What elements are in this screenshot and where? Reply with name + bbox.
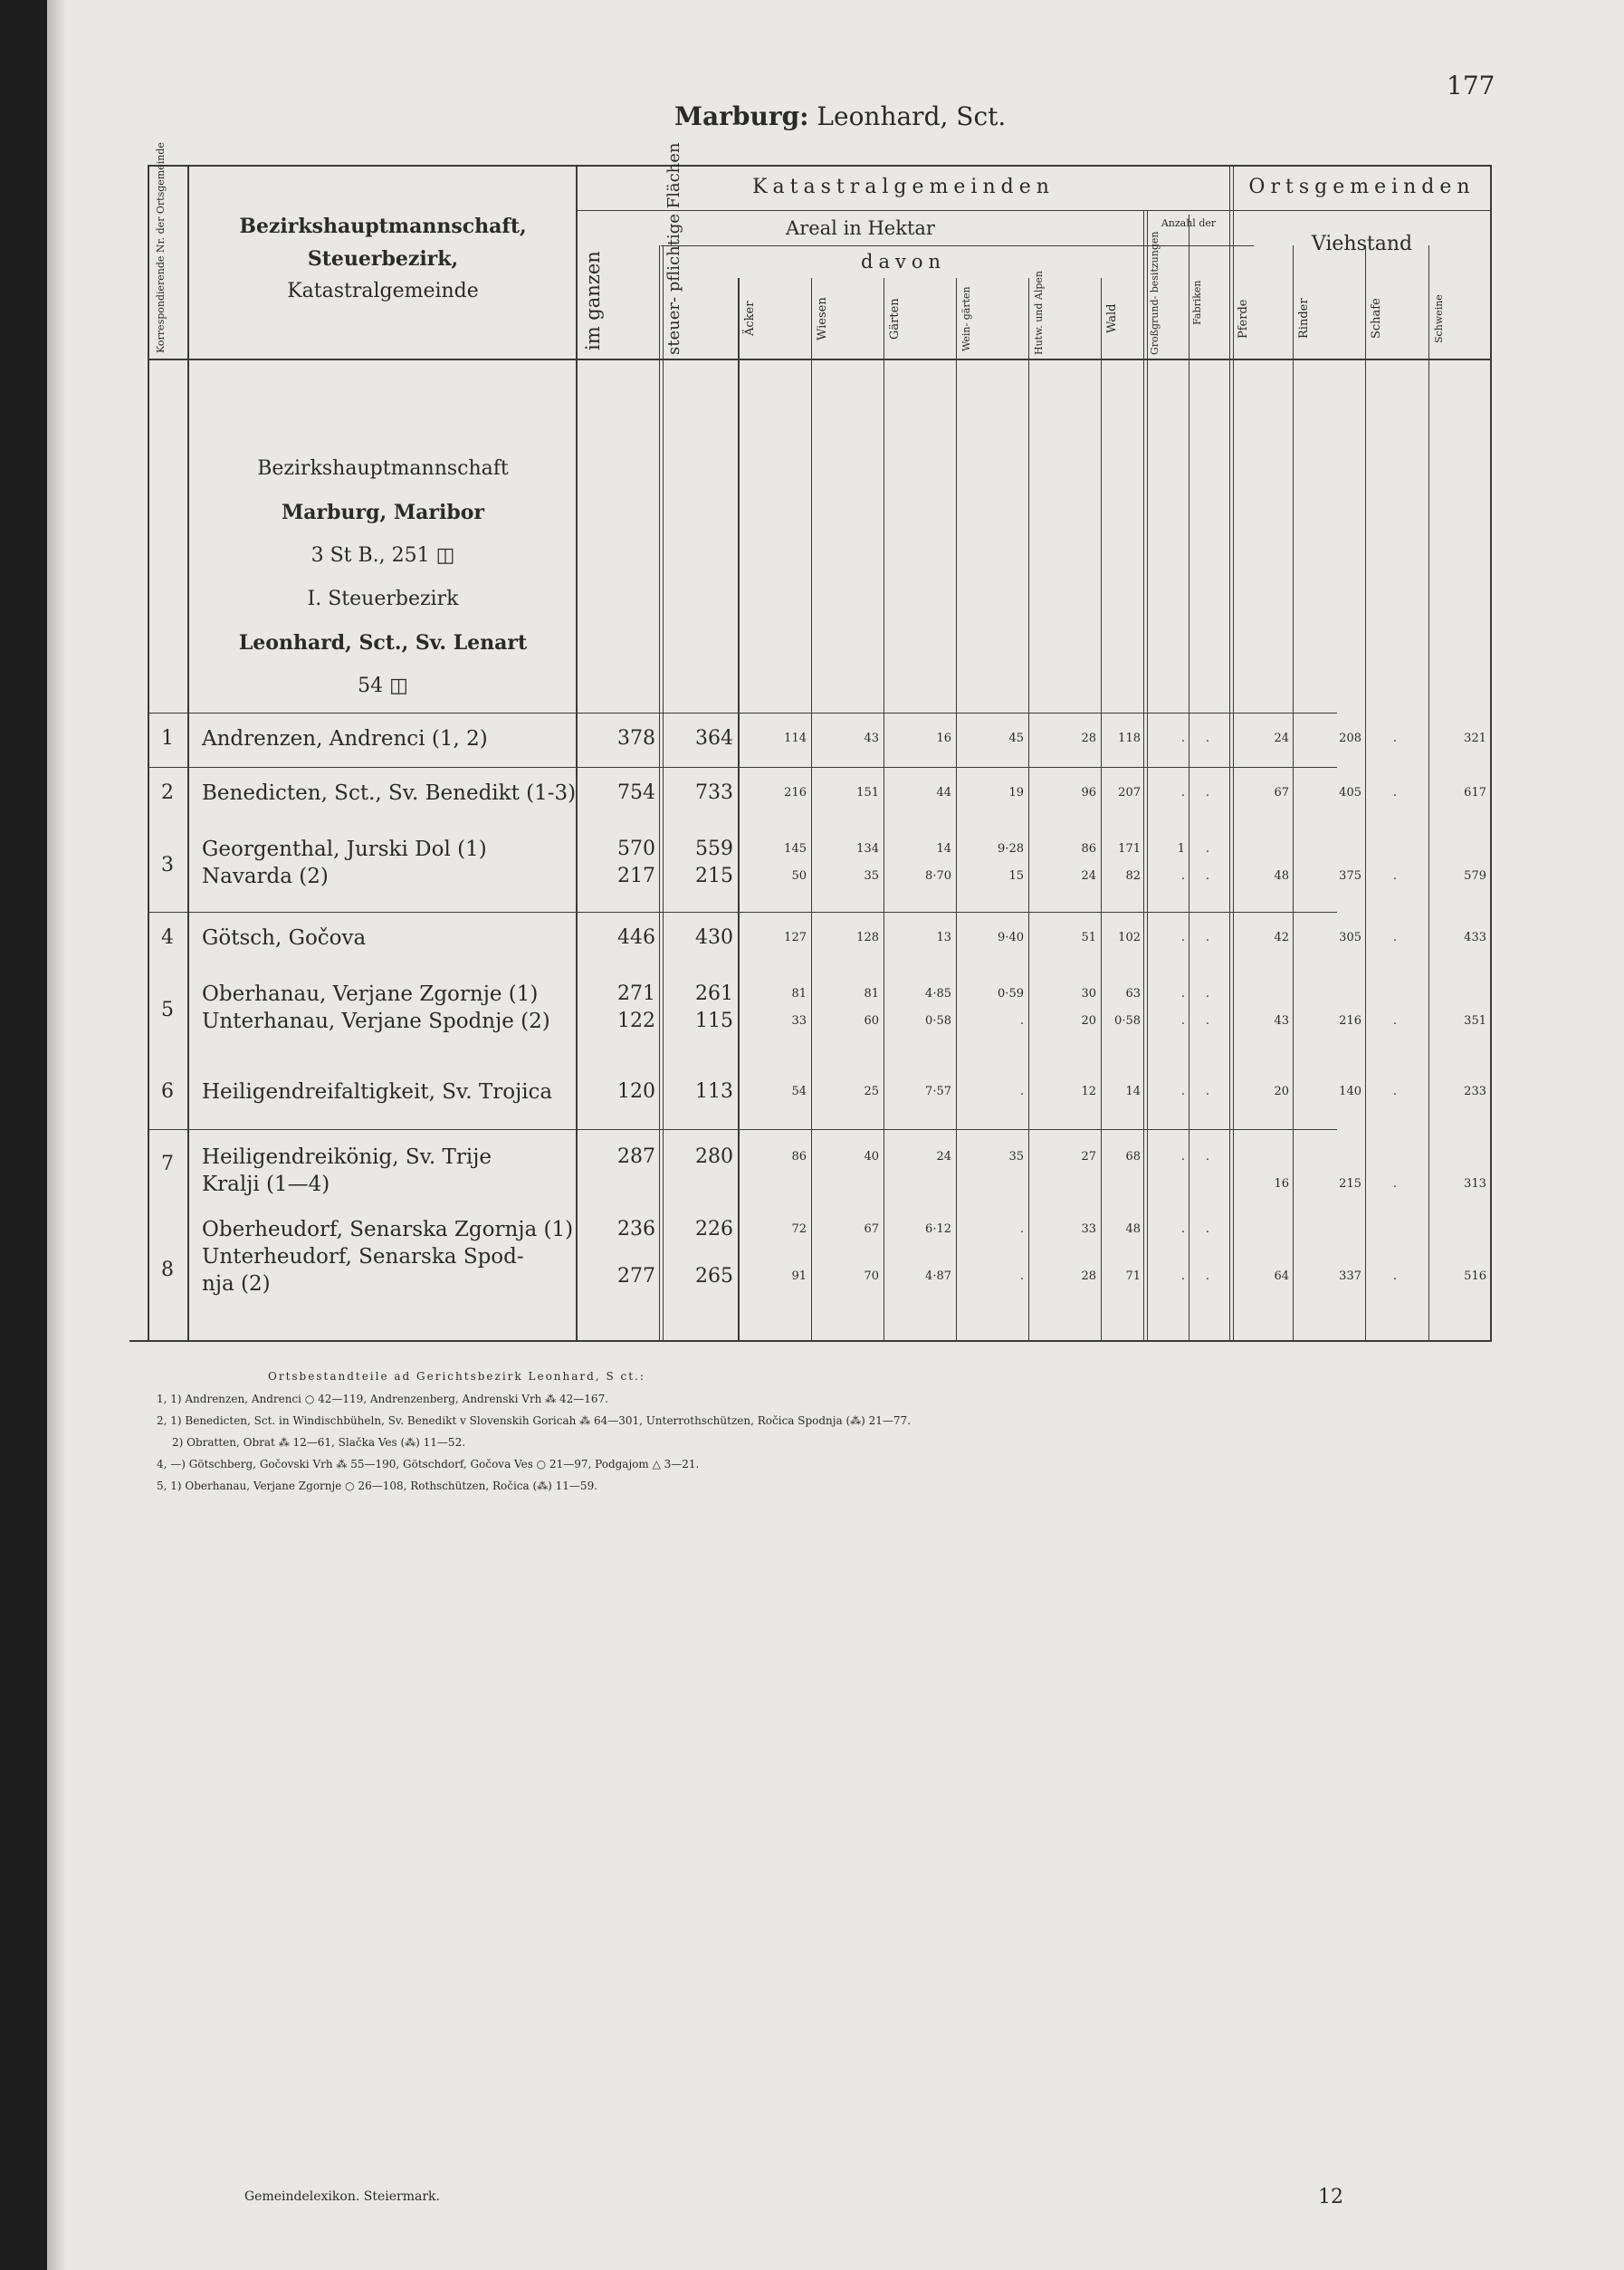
cell-ri: 208 [1339, 732, 1361, 745]
cell-w: 25 [864, 1085, 879, 1098]
cell-g: 287 [617, 1145, 655, 1168]
cell-p: 64 [1274, 1269, 1289, 1283]
cell-a: 145 [784, 842, 807, 856]
cell-gr: . [1180, 1150, 1185, 1164]
cell-gr: . [1180, 987, 1185, 1001]
footnote-line-1: 1, 1) Andrenzen, Andrenci ○ 42—119, Andrenzenberg, Andrenski Vrh ⁂ 42—167. [157, 1393, 609, 1405]
cell-a: 81 [791, 987, 807, 1001]
cell-w: 70 [864, 1269, 879, 1283]
cell-wa: 102 [1118, 931, 1141, 944]
cell-a: 33 [791, 1014, 807, 1028]
cell-we: . [1019, 1222, 1024, 1236]
col-line-right [1490, 165, 1492, 1340]
rule-row-4 [148, 912, 1337, 913]
cell-wa: 71 [1125, 1269, 1141, 1283]
district-line-5: Leonhard, Sct., Sv. Lenart [238, 631, 528, 655]
cell-p: 43 [1274, 1014, 1289, 1028]
cell-h: 28 [1081, 732, 1096, 745]
cell-p: 42 [1274, 931, 1289, 944]
cell-sc: . [1392, 732, 1398, 745]
cell-wa: 82 [1125, 869, 1141, 883]
cell-wa: 63 [1125, 987, 1141, 1001]
footnote-line-3: 2) Obratten, Obrat ⁂ 12—61, Slačka Ves (⁂) 11—52. [172, 1436, 466, 1449]
row-name: Heiligendreifaltigkeit, Sv. Trojica [202, 1080, 553, 1104]
cell-gr: 1 [1177, 842, 1185, 856]
cell-ga: 44 [936, 786, 951, 800]
row-name: Andrenzen, Andrenci (1, 2) [202, 727, 488, 751]
cell-a: 114 [784, 732, 807, 745]
cell-we: 9·40 [998, 931, 1024, 944]
cell-g: 217 [617, 865, 655, 887]
rule-row-1 [148, 713, 1337, 714]
cell-we: 45 [1008, 732, 1024, 745]
footnote-line-2: 2, 1) Benedicten, Sct. in Windischbüheln, Sv. Benedikt v Slovenskih Goricah ⁂ 64—301, Unterrothschützen, Ročica Spodnja (⁂) 21—77. [157, 1414, 912, 1427]
cell-sc: . [1392, 869, 1398, 883]
cell-h: 51 [1081, 931, 1096, 944]
cell-h: 96 [1081, 786, 1096, 800]
cell-we: 19 [1008, 786, 1024, 800]
cell-w: 128 [856, 931, 879, 944]
header-schweine: Schweine [1433, 294, 1445, 343]
cell-ga: 14 [936, 842, 951, 856]
cell-w: 60 [864, 1014, 879, 1028]
cell-sw: 433 [1464, 931, 1486, 944]
header-katastralgemeinden: Katastralgemeinden [752, 176, 1055, 198]
cell-ri: 375 [1339, 869, 1361, 883]
cell-w: 67 [864, 1222, 879, 1236]
cell-w: 43 [864, 732, 879, 745]
cell-s: 280 [695, 1145, 733, 1168]
cell-f: . [1205, 869, 1210, 883]
cell-ga: 7·57 [925, 1085, 951, 1098]
row-name: Kralji (1—4) [202, 1173, 330, 1196]
cell-s: 733 [695, 781, 733, 804]
header-rinder: Rinder [1297, 298, 1311, 340]
cell-g: 120 [617, 1080, 655, 1103]
row-nr: 8 [161, 1258, 174, 1281]
cell-we: . [1019, 1269, 1024, 1283]
rule-davon [661, 245, 1254, 246]
cell-sw: 313 [1464, 1177, 1486, 1191]
cell-sc: . [1392, 786, 1398, 800]
row-nr: 3 [161, 854, 174, 876]
cell-s: 226 [695, 1218, 733, 1240]
cell-sw: 516 [1464, 1269, 1486, 1283]
col-line-steuer [738, 278, 740, 1340]
district-line-6: 54 ◫ [358, 675, 408, 697]
header-grossgrund: Großgrund- besitzungen [1149, 231, 1161, 355]
cell-we: 0·59 [998, 987, 1024, 1001]
rule-row-2 [148, 767, 1337, 768]
district-line-3: 3 St B., 251 ◫ [310, 544, 455, 567]
col-line-wein [1028, 278, 1029, 1340]
cell-ri: 337 [1339, 1269, 1361, 1283]
header-main-line-3: Katastralgemeinde [287, 280, 479, 302]
row-name: Heiligendreikönig, Sv. Trije [202, 1145, 492, 1169]
cell-gr: . [1180, 786, 1185, 800]
cell-we: 35 [1008, 1150, 1024, 1164]
cell-ri: 405 [1339, 786, 1361, 800]
district-line-2: Marburg, Maribor [281, 501, 485, 524]
row-name: Oberheudorf, Senarska Zgornja (1) [202, 1218, 574, 1241]
row-name: Unterhanau, Verjane Spodnje (2) [202, 1010, 550, 1033]
cell-s: 559 [695, 838, 733, 860]
cell-a: 91 [791, 1269, 807, 1283]
cell-f: . [1205, 732, 1210, 745]
cell-h: 30 [1081, 987, 1096, 1001]
running-title-place: Marburg: [674, 101, 809, 131]
rule-top [148, 165, 1492, 167]
cell-h: 28 [1081, 1269, 1096, 1283]
cell-f: . [1205, 1269, 1210, 1283]
cell-h: 12 [1081, 1085, 1096, 1098]
header-acker: Äcker [743, 301, 757, 337]
cell-a: 86 [791, 1150, 807, 1164]
cell-h: 24 [1081, 869, 1096, 883]
header-gaerten: Gärten [888, 298, 902, 340]
cell-w: 35 [864, 869, 879, 883]
row-nr: 6 [161, 1080, 174, 1103]
row-name: Unterheudorf, Senarska Spod- [202, 1245, 524, 1269]
header-main-line-2: Steuerbezirk, [307, 247, 459, 271]
district-block [193, 447, 573, 708]
cell-s: 215 [695, 865, 733, 887]
cell-we: 9·28 [998, 842, 1024, 856]
cell-g: 122 [617, 1010, 655, 1032]
row-nr: 4 [161, 926, 174, 949]
cell-wa: 207 [1118, 786, 1141, 800]
cell-h: 27 [1081, 1150, 1096, 1164]
cell-sw: 321 [1464, 732, 1486, 745]
row-nr: 5 [161, 999, 174, 1021]
cell-s: 430 [695, 926, 733, 949]
cell-ga: 0·58 [925, 1014, 951, 1028]
cell-f: . [1205, 786, 1210, 800]
row-name: Benedicten, Sct., Sv. Benedikt (1-3) [202, 781, 577, 805]
cell-w: 134 [856, 842, 879, 856]
header-davon: davon [861, 251, 946, 273]
cell-h: 86 [1081, 842, 1096, 856]
cell-g: 236 [617, 1218, 655, 1240]
col-line-hutw [1101, 278, 1102, 1340]
cell-wa: 118 [1118, 732, 1141, 745]
cell-f: . [1205, 987, 1210, 1001]
cell-we: . [1019, 1014, 1024, 1028]
header-anzahl: Anzahl der [1161, 217, 1217, 229]
row-name: Georgenthal, Jurski Dol (1) [202, 838, 487, 861]
cell-f: . [1205, 931, 1210, 944]
running-title [674, 101, 1006, 131]
cell-a: 54 [791, 1085, 807, 1098]
cell-wa: 0·58 [1114, 1014, 1141, 1028]
page-number: 177 [1447, 71, 1495, 101]
header-wiesen: Wiesen [816, 297, 829, 340]
district-line-4: I. Steuerbezirk [307, 588, 459, 610]
cell-g: 277 [617, 1265, 655, 1288]
publication-name: Gemeindelexikon. Steiermark. [244, 2189, 440, 2204]
cell-gr: . [1180, 732, 1185, 745]
cell-ga: 6·12 [925, 1222, 951, 1236]
cell-w: 151 [856, 786, 879, 800]
rule-table-bottom [129, 1340, 1492, 1342]
cell-gr: . [1180, 931, 1185, 944]
cell-ga: 16 [936, 732, 951, 745]
cell-sw: 351 [1464, 1014, 1486, 1028]
cell-wa: 68 [1125, 1150, 1141, 1164]
cell-ri: 216 [1339, 1014, 1361, 1028]
header-wald: Wald [1105, 303, 1119, 334]
row-name: nja (2) [202, 1272, 271, 1296]
header-main-line-1: Bezirkshauptmannschaft, [239, 215, 527, 238]
col-line-fabriken [1229, 165, 1234, 1340]
cell-g: 570 [617, 838, 655, 860]
cell-ga: 4·87 [925, 1269, 951, 1283]
header-corr-nr: Korrespondierende Nr. der Ortsgemeinde [155, 142, 167, 353]
cell-a: 72 [791, 1222, 807, 1236]
district-line-1: Bezirkshauptmannschaft [257, 457, 509, 480]
cell-a: 216 [784, 786, 807, 800]
header-main-col [202, 210, 564, 308]
cell-w: 40 [864, 1150, 879, 1164]
cell-f: . [1205, 1150, 1210, 1164]
cell-ga: 13 [936, 931, 951, 944]
cell-g: 271 [617, 982, 655, 1005]
cell-f: . [1205, 1014, 1210, 1028]
cell-sc: . [1392, 931, 1398, 944]
rule-katastral [576, 210, 1492, 211]
cell-s: 113 [695, 1080, 733, 1103]
running-title-parish: Leonhard, Sct. [808, 101, 1007, 131]
cell-ri: 305 [1339, 931, 1361, 944]
cell-gr: . [1180, 1085, 1185, 1098]
cell-gr: . [1180, 1222, 1185, 1236]
row-nr: 1 [161, 727, 174, 750]
header-fabriken: Fabriken [1191, 280, 1203, 326]
cell-p: 20 [1274, 1085, 1289, 1098]
signature-number: 12 [1318, 2186, 1343, 2208]
statistics-table [148, 142, 1492, 1340]
cell-g: 754 [617, 781, 655, 804]
cell-p: 67 [1274, 786, 1289, 800]
footnote-title: Ortsbestandteile ad Gerichtsbezirk Leonhard, S ct.: [268, 1370, 645, 1383]
cell-w: 81 [864, 987, 879, 1001]
cell-h: 20 [1081, 1014, 1096, 1028]
cell-sc: . [1392, 1269, 1398, 1283]
rule-row-7 [148, 1129, 1337, 1130]
cell-a: 50 [791, 869, 807, 883]
header-weingaerten: Wein- gärten [960, 286, 972, 351]
cell-wa: 14 [1125, 1085, 1141, 1098]
footnote-line-5: 5, 1) Oberhanau, Verjane Zgornje ○ 26—108, Rothschützen, Ročica (⁂) 11—59. [157, 1480, 598, 1492]
cell-f: . [1205, 1085, 1210, 1098]
col-line-nr [187, 165, 189, 1340]
cell-h: 33 [1081, 1222, 1096, 1236]
row-name: Navarda (2) [202, 865, 329, 888]
row-name: Oberhanau, Verjane Zgornje (1) [202, 982, 539, 1006]
col-line-wald [1143, 210, 1148, 1340]
header-areal: Areal in Hektar [786, 217, 935, 239]
cell-sw: 233 [1464, 1085, 1486, 1098]
cell-a: 127 [784, 931, 807, 944]
cell-f: . [1205, 842, 1210, 856]
cell-s: 364 [695, 727, 733, 750]
cell-we: 15 [1008, 869, 1024, 883]
cell-ga: 24 [936, 1150, 951, 1164]
header-im-ganzen: im ganzen [582, 251, 604, 350]
cell-p: 48 [1274, 869, 1289, 883]
header-pferde: Pferde [1237, 299, 1250, 339]
cell-s: 261 [695, 982, 733, 1005]
row-nr: 2 [161, 781, 174, 804]
header-ortsgemeinden: Ortsgemeinden [1248, 176, 1476, 198]
cell-ri: 215 [1339, 1177, 1361, 1191]
row-name: Götsch, Gočova [202, 926, 367, 950]
cell-sw: 579 [1464, 869, 1486, 883]
cell-f: . [1205, 1222, 1210, 1236]
cell-p: 16 [1274, 1177, 1289, 1191]
cell-g: 378 [617, 727, 655, 750]
col-line-gaerten [956, 278, 957, 1340]
col-line-acker [811, 278, 812, 1340]
cell-ga: 4·85 [925, 987, 951, 1001]
cell-gr: . [1180, 869, 1185, 883]
rule-header-bottom [148, 359, 1492, 360]
cell-ri: 140 [1339, 1085, 1361, 1098]
cell-s: 265 [695, 1265, 733, 1288]
header-viehstand: Viehstand [1311, 233, 1413, 255]
cell-wa: 48 [1125, 1222, 1141, 1236]
cell-sc: . [1392, 1014, 1398, 1028]
header-schafe: Schafe [1370, 298, 1383, 340]
cell-gr: . [1180, 1269, 1185, 1283]
header-steuerpflichtige: steuer- pflichtige Flächen [664, 142, 683, 355]
cell-g: 446 [617, 926, 655, 949]
row-nr: 7 [161, 1153, 174, 1175]
footnote-line-4: 4, —) Götschberg, Gočovski Vrh ⁂ 55—190, Götschdorf, Gočova Ves ○ 21—97, Podgajom △ 3—21. [157, 1458, 700, 1470]
cell-wa: 171 [1118, 842, 1141, 856]
cell-p: 24 [1274, 732, 1289, 745]
cell-gr: . [1180, 1014, 1185, 1028]
cell-sc: . [1392, 1085, 1398, 1098]
cell-s: 115 [695, 1010, 733, 1032]
cell-we: . [1019, 1085, 1024, 1098]
page-spine-shadow [47, 0, 67, 2270]
cell-sw: 617 [1464, 786, 1486, 800]
cell-sc: . [1392, 1177, 1398, 1191]
cell-ga: 8·70 [925, 869, 951, 883]
header-hutweiden: Hutw. und Alpen [1033, 270, 1045, 355]
